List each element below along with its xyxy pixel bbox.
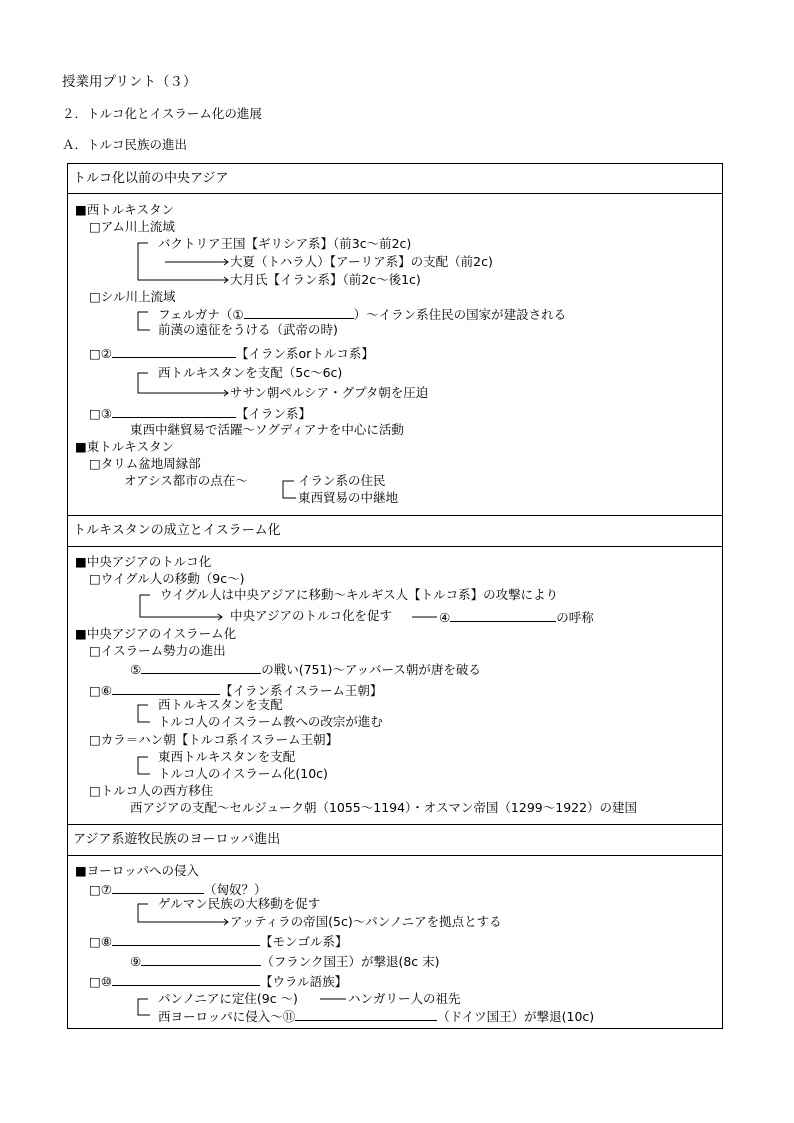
item: ⑨ （フランク国王）が撃退(8c 末) (130, 954, 440, 969)
item: トルコ人のイスラーム教への改宗が進む (158, 714, 383, 729)
item: バクトリア王国【ギリシア系】（前3c～前2c) (158, 236, 412, 251)
section-heading: Ａ．トルコ民族の進出 (62, 137, 188, 152)
section-title: トルコ化以前の中央アジア (73, 171, 229, 186)
item: 西トルキスタンを支配 (158, 697, 283, 712)
item: 東西中継貿易で活躍～ソグディアナを中心に活動 (130, 422, 404, 437)
subtopic: □ウイグル人の移動（9c～) (89, 571, 245, 586)
chapter-heading: ２．トルコ化とイスラーム化の進展 (62, 106, 262, 121)
answer-blank-1[interactable] (244, 305, 354, 319)
subtopic: □トルコ人の西方移住 (89, 783, 214, 798)
answer-blank-4[interactable] (450, 608, 556, 622)
topic-heading: ■東トルキスタン (75, 439, 175, 454)
item: 西アジアの支配～セルジューク朝（1055～1194）・オスマン帝国（1299～1922）の建国 (130, 800, 638, 815)
section-title: アジア系遊牧民族のヨーロッパ進出 (73, 832, 281, 847)
item: 前漢の遠征をうける（武帝の時) (158, 322, 338, 337)
item: ウイグル人は中央アジアに移動～キルギス人【トルコ系】の攻撃により (160, 587, 559, 602)
item: アッティラの帝国(5c)～パンノニアを拠点とする (230, 914, 502, 929)
subtopic: □イスラーム勢力の進出 (89, 643, 226, 658)
topic-heading: ■中央アジアのイスラーム化 (75, 626, 237, 641)
item: 大月氏【イラン系】（前2c～後1c) (230, 272, 421, 287)
section-title: トルキスタンの成立とイスラーム化 (73, 523, 281, 538)
subtopic: □アム川上流域 (89, 219, 175, 234)
item: ゲルマン民族の大移動を促す (158, 896, 321, 911)
answer-blank-10[interactable] (112, 972, 260, 986)
item: ⑤ の戦い(751)～アッバース朝が唐を破る (130, 662, 481, 677)
subtopic: □③ 【イラン系】 (89, 406, 312, 421)
subtopic: □シル川上流域 (89, 289, 176, 304)
subtopic: □⑦ （匈奴？） (89, 882, 267, 897)
subtopic: □⑧ 【モンゴル系】 (89, 934, 348, 949)
document-title: 授業用プリント（３） (62, 74, 197, 90)
answer-blank-7[interactable] (112, 880, 204, 894)
topic-heading: ■西トルキスタン (75, 202, 175, 217)
answer-blank-5[interactable] (141, 660, 261, 674)
item: 西ヨーロッパに侵入～⑪ （ドイツ国王）が撃退(10c) (158, 1009, 595, 1024)
item: 西トルキスタンを支配（5c～6c) (158, 365, 343, 380)
item: 東西貿易の中継地 (298, 490, 399, 505)
subtopic: □カラ＝ハン朝【トルコ系イスラーム王朝】 (89, 732, 339, 747)
item: トルコ人のイスラーム化(10c) (158, 766, 328, 781)
item: パンノニアに定住(9c ～) (158, 991, 298, 1006)
answer-blank-2[interactable] (112, 344, 236, 358)
subtopic: □⑥ 【イラン系イスラーム王朝】 (89, 683, 383, 698)
answer-blank-11[interactable] (295, 1007, 437, 1021)
subtopic: □② 【イラン系orトルコ系】 (89, 346, 374, 361)
item: オアシス都市の点在～ (124, 473, 248, 488)
item: フェルガナ（① ）～イラン系住民の国家が建設される (158, 307, 567, 322)
item: ④ の呼称 (439, 610, 594, 625)
item: 東西トルキスタンを支配 (158, 749, 296, 764)
item: イラン系の住民 (298, 473, 386, 488)
answer-blank-6[interactable] (112, 681, 220, 695)
answer-blank-8[interactable] (112, 932, 260, 946)
item: 中央アジアのトルコ化を促す (230, 608, 393, 623)
answer-blank-9[interactable] (141, 952, 261, 966)
subtopic: □タリム盆地周縁部 (89, 456, 201, 471)
subtopic: □⑩ 【ウラル語族】 (89, 974, 348, 989)
topic-heading: ■ヨーロッパへの侵入 (75, 863, 200, 878)
item: ハンガリー人の祖先 (348, 991, 461, 1006)
item: 大夏（トハラ人）【アーリア系】の支配（前2c) (230, 254, 493, 269)
item: ササン朝ペルシア・グプタ朝を圧迫 (230, 385, 429, 400)
answer-blank-3[interactable] (112, 404, 236, 418)
topic-heading: ■中央アジアのトルコ化 (75, 554, 212, 569)
